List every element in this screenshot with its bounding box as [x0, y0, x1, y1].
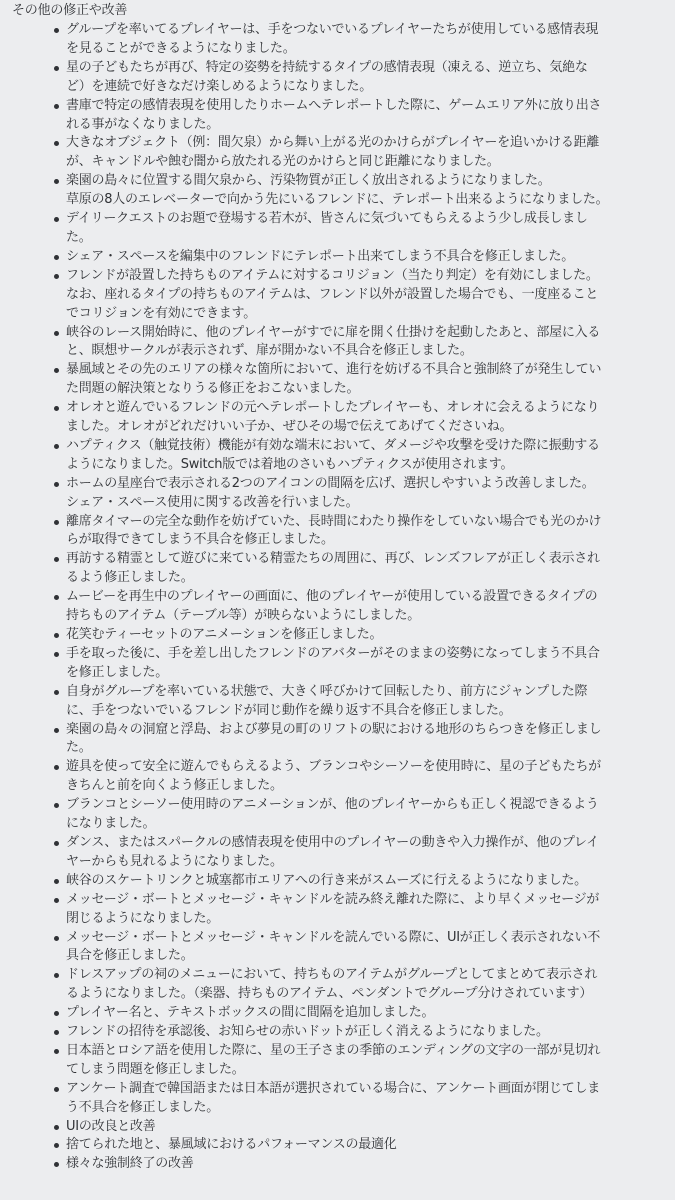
list-item-text: う不具合を修正しました。	[66, 1099, 220, 1115]
list-item-text: 星の子どもたちが再び、特定の姿勢を持続するタイプの感情表現（凍える、逆立ち、気絶な	[66, 59, 588, 75]
list-item	[12, 721, 669, 759]
list-item-text: ドレスアップの祠のメニューにおいて、持ちものアイテムがグループとしてまとめて表示され	[66, 967, 598, 983]
list-item-text: シェア・スペースを編集中のフレンドにテレポート出来てしまう不具合を修正しました。	[66, 248, 574, 264]
list-item-text: ダンス、またはスパークルの感情表現を使用中のプレイヤーの動きや入力操作が、他のプレイ	[66, 834, 599, 850]
bullet-icon	[54, 28, 59, 33]
list-item-text: 手を取った後に、手を差し出したフレンドのアバターがそのままの姿勢になってしまう不具合	[66, 645, 600, 661]
list-item-text: ムービーを再生中のプレイヤーの画面に、他のプレイヤーが使用している設置できるタイプの	[66, 589, 598, 605]
list-item-text: グループを率いてるプレイヤーは、手をつないでいるプレイヤーたちが使用している感情表現	[66, 22, 599, 37]
list-item-text: 峡谷のレース開始時に、他のプレイヤーがすでに扉を開く仕掛けを起動したあと、部屋に入る	[66, 324, 601, 340]
list-item-text: なお、座れるタイプの持ちものアイテムは、フレンド以外が設置した場合でも、一度座ること	[66, 286, 599, 302]
bullet-icon	[54, 879, 59, 884]
list-item-text: と、瞑想サークルが表示されず、扉が開かない不具合を修正しました。	[66, 343, 473, 359]
list-item-text: るよう修正しました。	[66, 570, 194, 586]
bullet-icon	[54, 1162, 59, 1167]
list-item	[12, 1004, 669, 1023]
list-item-text: 書庫で特定の感情表現を使用したりホームへテレポートした際に、ゲームエリア外に放り出さ	[66, 97, 602, 113]
list-item-text: UIの改良と改善	[66, 1118, 156, 1134]
list-item-text: 草原の8人のエレベーターで向かう先にいるフレンドに、テレポート出来るようになりました。	[66, 192, 609, 208]
list-item-text: 日本語とロシア語を使用した際に、星の王子さまの季節のエンディングの文字の一部が見切れ	[66, 1042, 601, 1058]
list-item	[12, 1155, 669, 1174]
list-item-text: 楽園の島々に位置する間欠泉から、汚染物質が正しく放出されるようになりました。	[66, 173, 551, 189]
list-item	[12, 1118, 669, 1137]
list-item-text: ました。オレオがどれだけいい子か、ぜひその場で伝えてあげてくださいね。	[66, 419, 513, 435]
list-item	[12, 626, 669, 645]
list-item	[12, 966, 669, 1004]
list-item-text: 捨てられた地と、暴風域におけるパフォーマンスの最適化	[66, 1137, 397, 1153]
bullet-icon	[54, 255, 59, 260]
bullet-icon	[54, 1049, 59, 1054]
list-item	[12, 1080, 669, 1118]
list-item	[12, 513, 669, 551]
list-item	[12, 1042, 669, 1080]
bullet-icon	[54, 66, 59, 71]
list-item-text: れる事がなくなりました。	[66, 116, 220, 132]
list-item-text: きちんと前を向くよう修正しました。	[66, 778, 283, 794]
bullet-icon	[54, 1087, 59, 1092]
bullet-icon	[54, 765, 59, 770]
list-item	[12, 324, 669, 362]
list-item-text: た問題の解決策となりうる修正をおこないました。	[66, 381, 360, 397]
list-item-text: プレイヤー名と、テキストボックスの間に間隔を追加しました。	[66, 1005, 435, 1021]
list-item-text: 離席タイマーの完全な動作を妨げていた、長時間にわたり操作をしていない場合でも光のかけ	[66, 513, 602, 529]
list-item-text: ホームの星座台で表示される2つのアイコンの間隔を広げ、選択しやすいよう改善しました。	[66, 475, 595, 491]
list-item-text: 暴風域とその先のエリアの様々な箇所において、進行を妨げる不具合と強制終了が発生してい	[66, 362, 602, 378]
list-item	[12, 872, 669, 891]
bullet-icon	[54, 331, 59, 336]
list-item-text: ようになりました。Switch版では着地のさいもハプティクスが使用されます。	[66, 456, 514, 472]
list-item-text: オレオと遊んでいるフレンドの元へテレポートしたプレイヤーも、オレオに会えるようになり	[66, 400, 600, 416]
list-item-text: た。	[66, 740, 92, 756]
bullet-icon	[54, 557, 59, 562]
list-item	[12, 929, 669, 967]
bullet-icon	[54, 217, 59, 222]
list-item-text: になりました。	[66, 816, 156, 832]
list-item-text: 花笑むティーセットのアニメーションを修正しました。	[66, 627, 383, 642]
list-item-text: 大きなオブジェクト（例：間欠泉）から舞い上がる光のかけらがプレイヤーを追いかける距離	[66, 135, 600, 151]
list-item-text: シェア・スペース使用に関する改善を行いました。	[66, 494, 359, 510]
bullet-icon	[54, 973, 59, 978]
list-item-text: 持ちものアイテム（テーブル等）が映らないようにしました。	[66, 608, 421, 624]
list-item-text: ど）を連続で好きなだけ楽しめるようになりました。	[66, 78, 373, 94]
list-item-text: を見ることができるようになりました。	[66, 40, 296, 56]
bullet-icon	[54, 141, 59, 146]
list-item-text: アンケート調査で韓国語または日本語が選択されている場合に、アンケート画面が閉じてしま	[66, 1080, 600, 1096]
bullet-icon	[54, 368, 59, 373]
list-item-text: らが取得できてしまう不具合を修正しました。	[66, 532, 334, 548]
list-item	[12, 758, 669, 796]
bullet-icon	[54, 936, 59, 941]
bullet-icon	[54, 690, 59, 695]
list-item-text: に、手をつないでいるフレンドが同じ動作を繰り返す不具合を修正しました。	[66, 702, 512, 718]
list-item	[12, 588, 669, 626]
list-item	[12, 97, 669, 135]
bullet-icon	[54, 595, 59, 600]
list-item-text: 再訪する精霊として遊びに来ている精霊たちの周囲に、再び、レンズフレアが正しく表示され	[66, 551, 600, 567]
list-item	[12, 891, 669, 929]
bullet-icon	[54, 1125, 59, 1130]
list-item-text: 峡谷のスケートリンクと城塞都市エリアへの行き来がスムーズに行えるようになりました。	[66, 872, 587, 888]
list-item	[12, 59, 669, 97]
list-item-text: メッセージ・ボートとメッセージ・キャンドルを読んでいる際に、UIが正しく表示されない不	[66, 929, 601, 945]
list-item-text: ハプティクス（触覚技術）機能が有効な端末において、ダメージや攻撃を受けた際に振動する	[66, 437, 600, 453]
list-item-text: 具合を修正しました。	[66, 948, 194, 964]
list-item	[12, 172, 669, 210]
list-item-text: メッセージ・ボートとメッセージ・キャンドルを読み終え離れた際に、より早くメッセージが	[66, 891, 600, 907]
list-item	[12, 683, 669, 721]
list-item-text: が、キャンドルや蝕む闇から放たれる光のかけらと同じ距離になりました。	[66, 154, 500, 170]
bullet-icon	[54, 482, 59, 487]
list-item-text: を修正しました。	[66, 664, 169, 680]
bullet-icon	[54, 406, 59, 411]
list-item	[12, 475, 669, 513]
bullet-icon	[54, 1143, 59, 1148]
list-item	[12, 210, 669, 248]
section-title: その他の修正や改善	[12, 3, 128, 18]
bullet-icon	[54, 841, 59, 846]
bullet-icon	[54, 1030, 59, 1035]
list-item-text: フレンドの招待を承認後、お知らせの赤いドットが正しく消えるようになりました。	[66, 1024, 549, 1040]
list-item	[12, 1023, 669, 1042]
bullet-icon	[54, 633, 59, 638]
bullet-icon	[54, 444, 59, 449]
list-item	[12, 248, 669, 267]
list-item	[12, 437, 669, 475]
list-item	[12, 796, 669, 834]
list-item-text: でコリジョンを有効にできます。	[66, 305, 256, 321]
bullet-icon	[54, 179, 59, 184]
list-item	[12, 361, 669, 399]
list-item-text: 遊具を使って安全に遊んでもらえるよう、ブランコやシーソーを使用時に、星の子どもたちが	[66, 759, 601, 775]
list-item	[12, 21, 669, 59]
list-item	[12, 834, 669, 872]
list-item	[12, 1136, 669, 1155]
list-item-text: 自身がグループを率いている状態で、大きく呼びかけて回転したり、前方にジャンプした際	[66, 683, 588, 699]
bullet-icon	[54, 1011, 59, 1016]
list-item	[12, 550, 669, 588]
bullet-icon	[54, 898, 59, 903]
bullet-icon	[54, 520, 59, 525]
notes-list	[12, 21, 669, 1174]
list-item-text: フレンドが設置した持ちものアイテムに対するコリジョン（当たり判定）を有効にしました。	[66, 267, 599, 283]
list-item	[12, 399, 669, 437]
list-item-text: てしまう問題を修正しました。	[66, 1061, 245, 1077]
list-item-text: るようになりました。（楽器、持ちものアイテム、ペンダントでグループ分けされています）	[66, 986, 593, 1002]
list-item-text: デイリークエストのお題で登場する若木が、皆さんに気づいてもらえるよう少し成長しまし	[66, 211, 588, 227]
list-item-text: 楽園の島々の洞窟と浮島、および夢見の町のリフトの駅における地形のちらつきを修正しまし	[66, 721, 602, 737]
list-item	[12, 134, 669, 172]
list-item-text: 閉じるようになりました。	[66, 910, 220, 926]
bullet-icon	[54, 728, 59, 733]
bullet-icon	[54, 803, 59, 808]
bullet-icon	[54, 274, 59, 279]
list-item-text: 様々な強制終了の改善	[66, 1156, 194, 1172]
list-item	[12, 267, 669, 324]
bullet-icon	[54, 104, 59, 109]
list-item-text: ブランコとシーソー使用時のアニメーションが、他のプレイヤーからも正しく視認できるよう	[66, 797, 599, 813]
list-item	[12, 645, 669, 683]
list-item-text: ヤーからも見れるようになりました。	[66, 853, 283, 869]
list-item-text: た。	[66, 229, 92, 245]
bullet-icon	[54, 652, 59, 657]
